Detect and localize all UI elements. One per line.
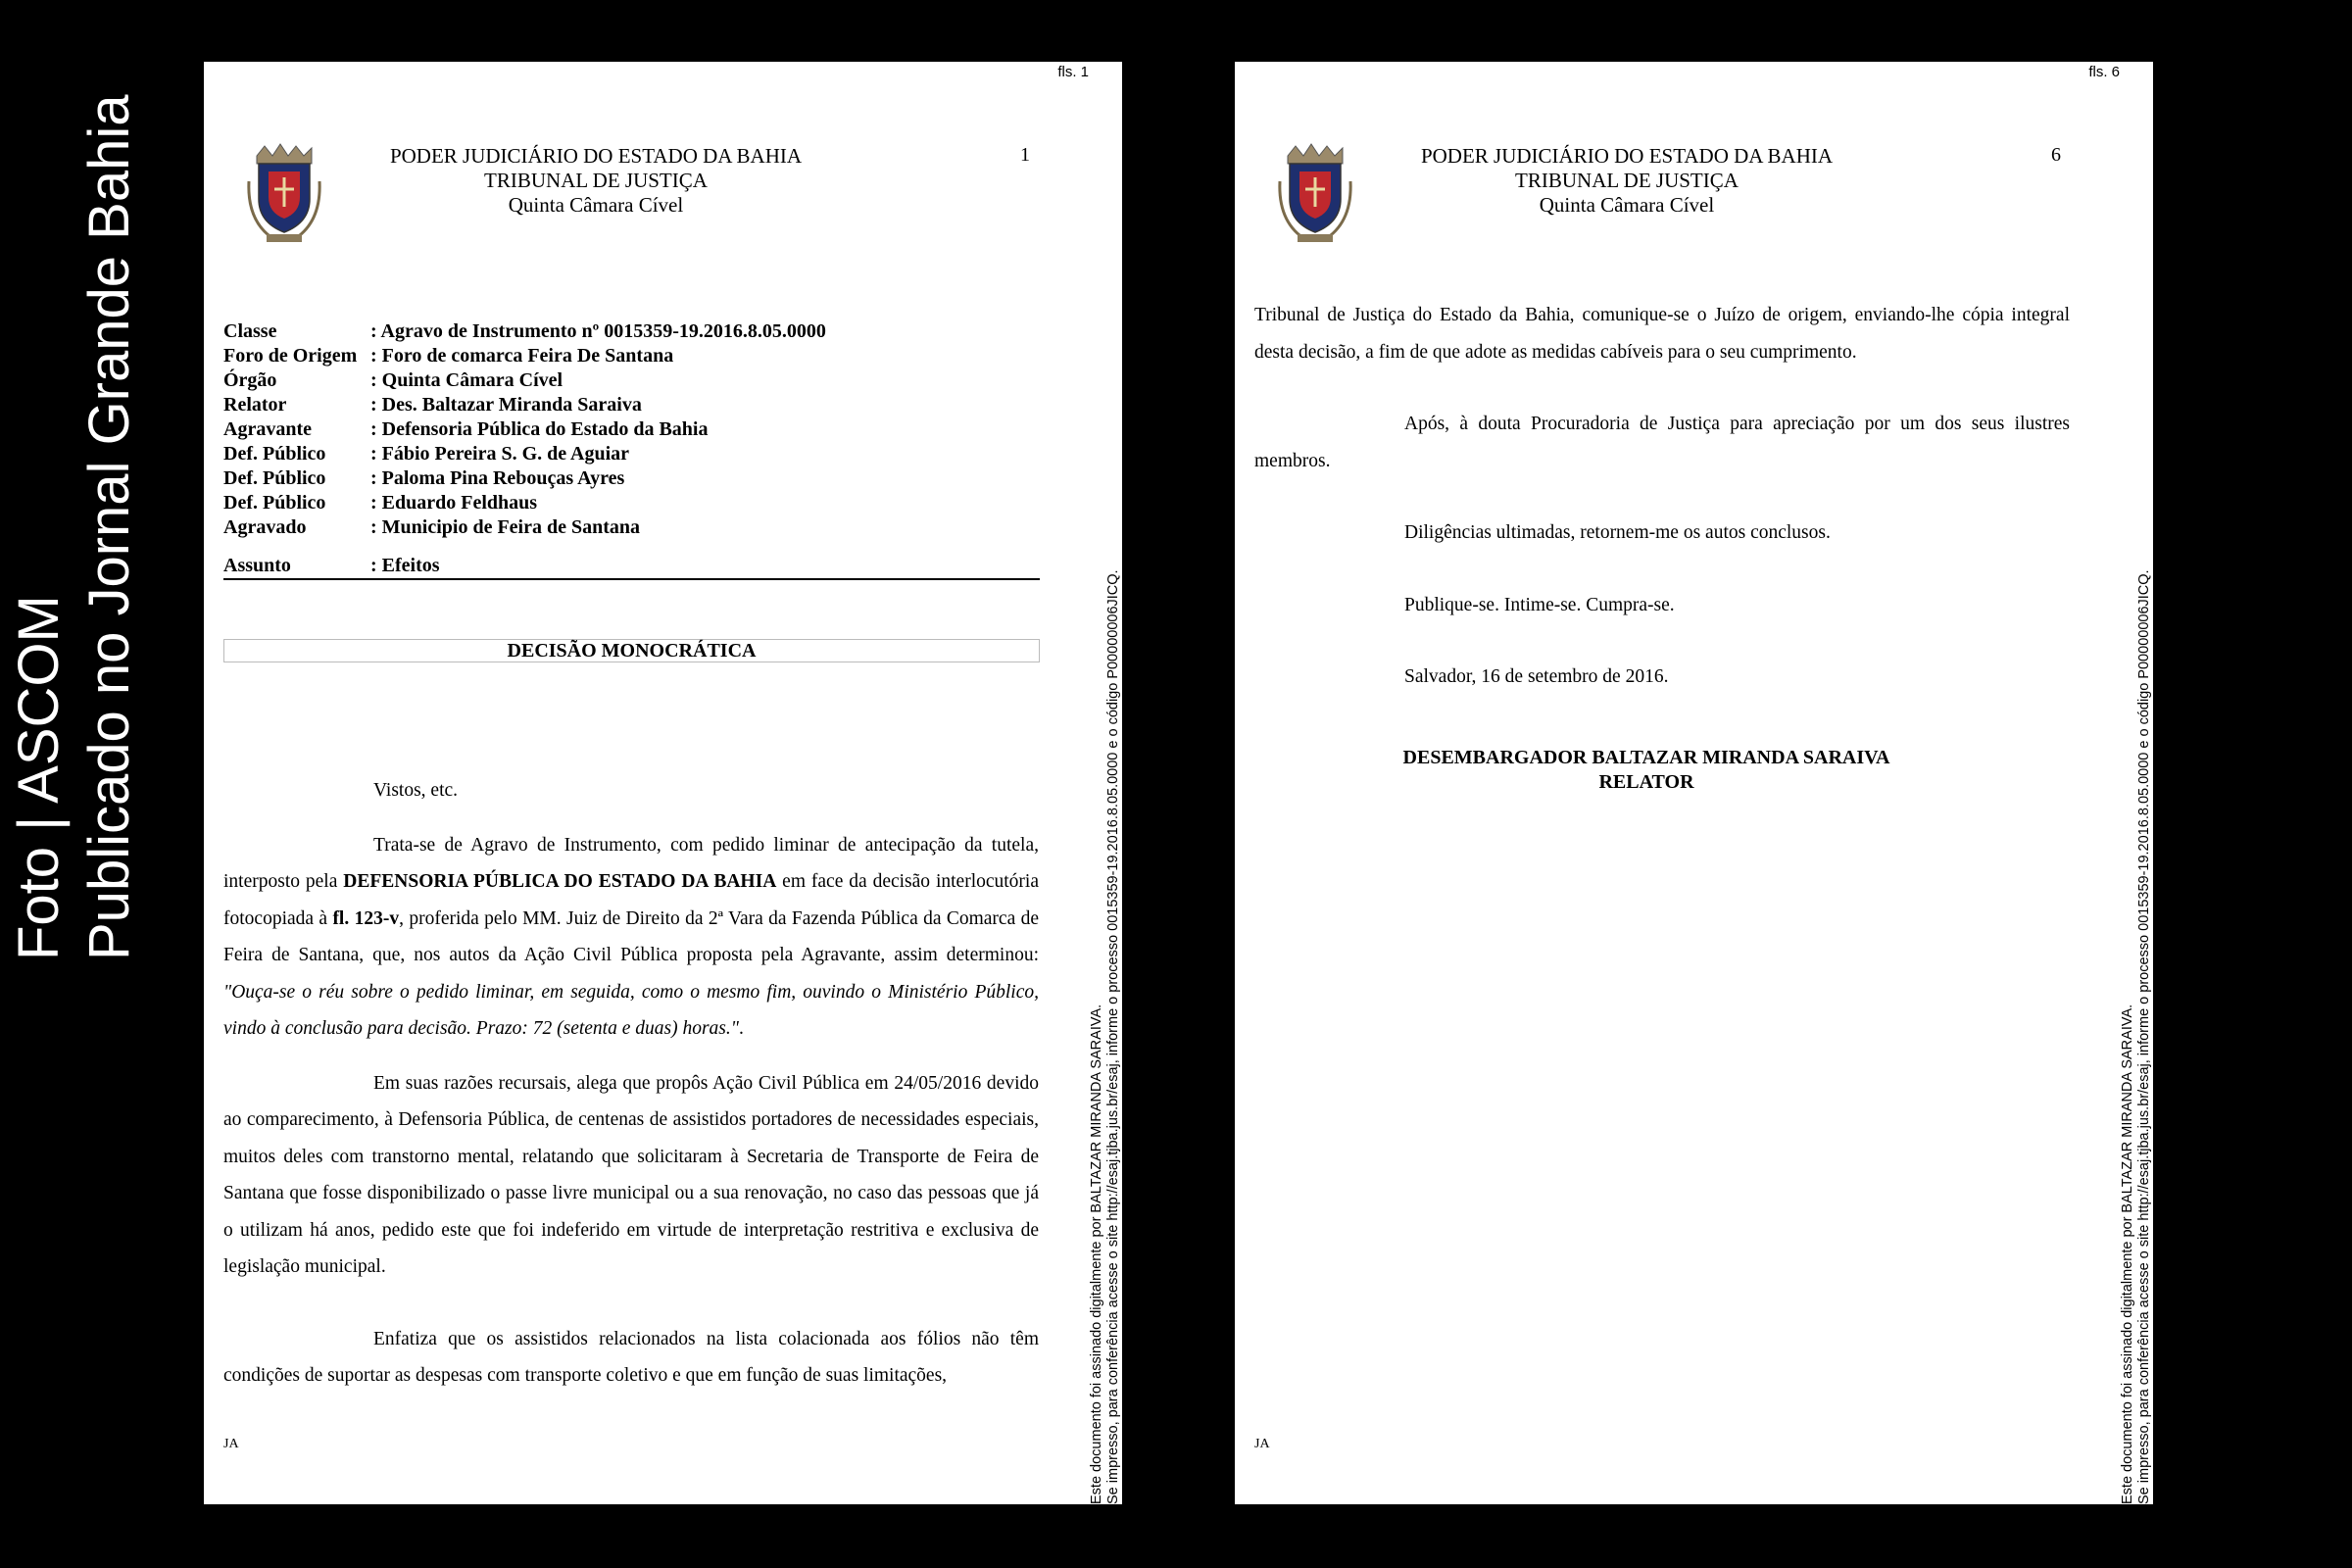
coat-of-arms-icon [245,142,323,246]
p1-text-a: Trata-se de Agravo de Instrumento, com pedido liminar de antecipação da tutela, interposto pela [223,834,1039,892]
paragraph-4: Publique-se. Intime-se. Cumpra-se. [1404,594,1675,615]
meta-value: : Paloma Pina Rebouças Ayres [370,467,625,489]
header-line-2: TRIBUNAL DE JUSTIÇA [1515,169,1739,192]
court-header [1352,144,1901,218]
case-metadata [223,319,1040,580]
p1-bold-d: fl. 123-v [332,907,400,929]
paragraph-5: Salvador, 16 de setembro de 2016. [1404,666,1669,687]
coat-of-arms-icon [1276,142,1354,246]
meta-row [223,344,1040,368]
meta-key: Assunto [223,555,291,576]
paragraph-2: Após, à douta Procuradoria de Justiça para apreciação por um dos seus ilustres membros. [1254,414,2070,471]
meta-key: Def. Público [223,492,326,514]
meta-key: Órgão [223,369,277,391]
meta-row [223,491,1040,515]
body-text [1254,297,2070,696]
meta-value: : Agravo de Instrumento nº 0015359-19.2016.8.05.0000 [370,320,826,342]
header-line-1: PODER JUDICIÁRIO DO ESTADO DA BAHIA [389,144,803,168]
signature-line-1: Este documento foi assinado digitalmente por BALTAZAR MIRANDA SARAIVA. [2120,1004,2135,1504]
page-number: 6 [2051,144,2061,166]
meta-value: : Des. Baltazar Miranda Saraiva [370,394,642,416]
paragraph-3: Diligências ultimadas, retornem-me os autos conclusos. [1404,522,1831,543]
document-page-1 [204,62,1122,1504]
credit-line-1: Foto | ASCOM [7,595,71,960]
paragraph-1: Tribunal de Justiça do Estado da Bahia, comunique-se o Juízo de origem, enviando-lhe cópia integral desta decisão, a fim de que adote as medidas cabíveis para o seu cumprimento. [1254,305,2070,363]
folio-label: fls. 6 [2088,64,2120,80]
signature-block [1372,746,1921,795]
photo-credit [4,0,171,980]
meta-key: Foro de Origem [223,345,358,367]
meta-value: : Municipio de Feira de Santana [370,516,641,538]
digital-signature-note [2118,62,2153,1504]
meta-row [223,319,1040,344]
meta-value: : Foro de comarca Feira De Santana [370,345,674,367]
court-header [321,144,870,218]
decision-title: DECISÃO MONOCRÁTICA [223,639,1040,662]
paragraph-2: Em suas razões recursais, alega que propôs Ação Civil Pública em 24/05/2016 devido ao comparecimento, à Defensoria Pública, de centenas de assistidos portadores de necessidades especiais, muitos deles com transtorno mental, relatando que solicitaram à Secretaria de Transporte de Feira de Santana que fosse disponibilizado o passe livre municipal ou a sua renovação, no caso das pessoas que já o utilizam há anos, pedido este que foi indeferido em virtude de interpretação restritiva e exclusiva de legislação municipal. [223,1072,1039,1277]
p1-text-c: em face da decisão interlocutória fotocopiada à [223,871,1039,929]
meta-key: Def. Público [223,443,326,465]
meta-key: Classe [223,320,277,342]
page-number: 1 [1020,144,1030,166]
meta-key: Def. Público [223,467,326,489]
p1-text-e: , proferida pelo MM. Juiz de Direito da 2ª Vara da Fazenda Pública da Comarca de Feira de Santana, que, nos autos da Ação Civil Pública proposta pela Agravante, assim determinou: [223,907,1040,965]
header-line-1: PODER JUDICIÁRIO DO ESTADO DA BAHIA [1420,144,1834,168]
p1-bold-b: DEFENSORIA PÚBLICA DO ESTADO DA BAHIA [343,871,777,892]
meta-key: Agravado [223,516,307,538]
paragraph-3: Enfatiza que os assistidos relacionados na lista colacionada aos fólios não têm condições de suportar as despesas com transporte coletivo e que em função de suas limitações, [223,1328,1039,1386]
vistos-paragraph: Vistos, etc. [373,780,459,801]
credit-line-2: Publicado no Jornal Grande Bahia [77,94,141,960]
meta-row-assunto [223,554,1040,580]
signature-line-2: Se impresso, para conferência acesse o site http://esaj.tjba.jus.br/esaj, informe o processo 0015359-19.2016.8.05.0000 e o código P00000006JICQ. [1105,569,1121,1504]
meta-value: : Fábio Pereira S. G. de Aguiar [370,443,630,465]
header-line-3: Quinta Câmara Cível [508,193,684,217]
p1-quote: "Ouça-se o réu sobre o pedido liminar, em seguida, como o mesmo fim, ouvindo o Ministério Público, vindo à conclusão para decisão. Prazo: 72 (setenta e duas) horas." [223,981,1039,1039]
meta-key: Agravante [223,418,312,440]
meta-value: : Quinta Câmara Cível [370,369,564,391]
folio-label: fls. 1 [1057,64,1089,80]
meta-row [223,515,1040,540]
document-page-6 [1235,62,2153,1504]
signature-line-1: Este documento foi assinado digitalmente por BALTAZAR MIRANDA SARAIVA. [1089,1004,1104,1504]
paragraph-1 [223,827,1039,1048]
meta-row [223,368,1040,393]
signature-line-2: Se impresso, para conferência acesse o site http://esaj.tjba.jus.br/esaj, informe o processo 0015359-19.2016.8.05.0000 e o código P00000006JICQ. [2136,569,2152,1504]
meta-row [223,466,1040,491]
p1-text-g: . [738,1018,744,1039]
footer-initials: JA [1254,1437,1270,1451]
meta-row [223,417,1040,442]
meta-row [223,442,1040,466]
header-line-3: Quinta Câmara Cível [1539,193,1715,217]
meta-row [223,393,1040,417]
meta-key: Relator [223,394,287,416]
digital-signature-note [1087,62,1122,1504]
footer-initials: JA [223,1437,239,1451]
meta-value: : Defensoria Pública do Estado da Bahia [370,418,709,440]
signatory-role: RELATOR [1598,771,1694,793]
meta-value: : Eduardo Feldhaus [370,492,538,514]
header-line-2: TRIBUNAL DE JUSTIÇA [484,169,708,192]
signatory-name: DESEMBARGADOR BALTAZAR MIRANDA SARAIVA [1402,747,1890,768]
body-text [223,772,1039,1395]
meta-value: : Efeitos [370,555,440,576]
